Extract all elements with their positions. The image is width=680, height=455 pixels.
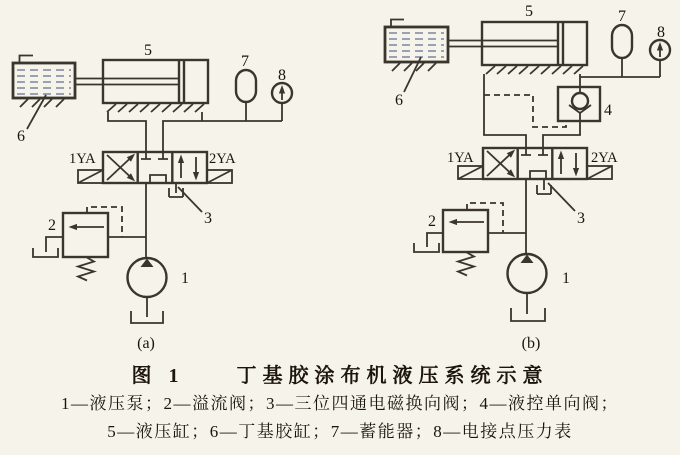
glue-tank-label: 6 (395, 92, 403, 109)
pump-symbol (508, 254, 547, 321)
pilot-check-valve-symbol (558, 87, 600, 121)
pipe-rod-side (484, 74, 526, 148)
figure-legend-line1: 1—液压泵；2—溢流阀；3—三位四通电磁换向阀；4—液控单向阀； (61, 394, 619, 413)
solenoid-left (458, 166, 483, 179)
gauge-label: 8 (278, 67, 286, 84)
directional-valve-label: 3 (204, 210, 212, 227)
accumulator-symbol (612, 25, 632, 58)
pipe-rod-side (108, 112, 146, 152)
spring (78, 257, 94, 281)
directional-valve-symbol (458, 147, 612, 211)
figure-title: 图 1 丁基胶涂布机液压系统示意 (131, 365, 549, 387)
pump-label: 1 (562, 270, 570, 287)
leader-line (178, 187, 202, 212)
pipe-manifold (163, 121, 282, 152)
check-valve-label: 4 (604, 102, 612, 119)
cylinder-label: 5 (144, 42, 152, 59)
cylinder-symbol (75, 60, 208, 112)
cylinder-symbol (448, 22, 587, 74)
pump-symbol (128, 258, 167, 323)
relief-valve-label: 2 (48, 217, 56, 234)
figure-caption (0, 363, 680, 445)
pipe-cap-side (543, 74, 580, 148)
mount-hatch (107, 104, 204, 112)
spring (458, 252, 474, 276)
pipe-relief-outlet (46, 237, 63, 252)
leader-line (27, 95, 46, 129)
cylinder-label: 5 (525, 3, 533, 20)
glue-tank-symbol (385, 20, 448, 93)
tank-drain-symbol (537, 179, 551, 194)
gauge-label: 8 (657, 24, 665, 41)
glue-tank-label: 6 (17, 128, 25, 145)
solenoid-left-label: 1YA (69, 151, 96, 167)
piston-rod (448, 41, 558, 47)
leader-line (548, 183, 575, 211)
solenoid-right-label: 2YA (591, 150, 618, 166)
subfigure-label-a: (a) (137, 335, 155, 352)
glue-tank-symbol (13, 56, 75, 130)
pressure-gauge-symbol (272, 83, 292, 103)
accumulator-symbol (236, 70, 256, 102)
piston (558, 22, 563, 65)
liquid-level-lines (389, 33, 444, 57)
solenoid-right (207, 170, 232, 183)
diagram-a (13, 42, 292, 352)
solenoid-left-label: 1YA (447, 150, 474, 166)
pump-label: 1 (181, 270, 189, 287)
pilot-line (467, 203, 503, 233)
relief-valve-label: 2 (428, 213, 436, 230)
solenoid-right-label: 2YA (209, 151, 236, 167)
solenoid-left (78, 170, 103, 183)
mount-hatch (486, 66, 583, 74)
accumulator-label: 7 (241, 53, 249, 70)
solenoid-right (587, 166, 612, 179)
figure-legend-line2: 5—液压缸；6—丁基胶缸；7—蓄能器；8—电接点压力表 (107, 422, 573, 441)
pilot-line (87, 207, 122, 237)
piston (179, 60, 184, 103)
diagram-b (385, 3, 670, 352)
pilot-line (484, 95, 566, 127)
directional-valve-label: 3 (577, 210, 585, 227)
subfigure-label-b: (b) (521, 335, 541, 352)
accumulator-label: 7 (618, 8, 626, 25)
pipe-relief-outlet (427, 233, 443, 247)
pressure-gauge-symbol (650, 40, 670, 60)
liquid-level-lines (17, 70, 71, 94)
piston-rod (75, 79, 179, 85)
tank-drain-symbol (511, 308, 545, 321)
